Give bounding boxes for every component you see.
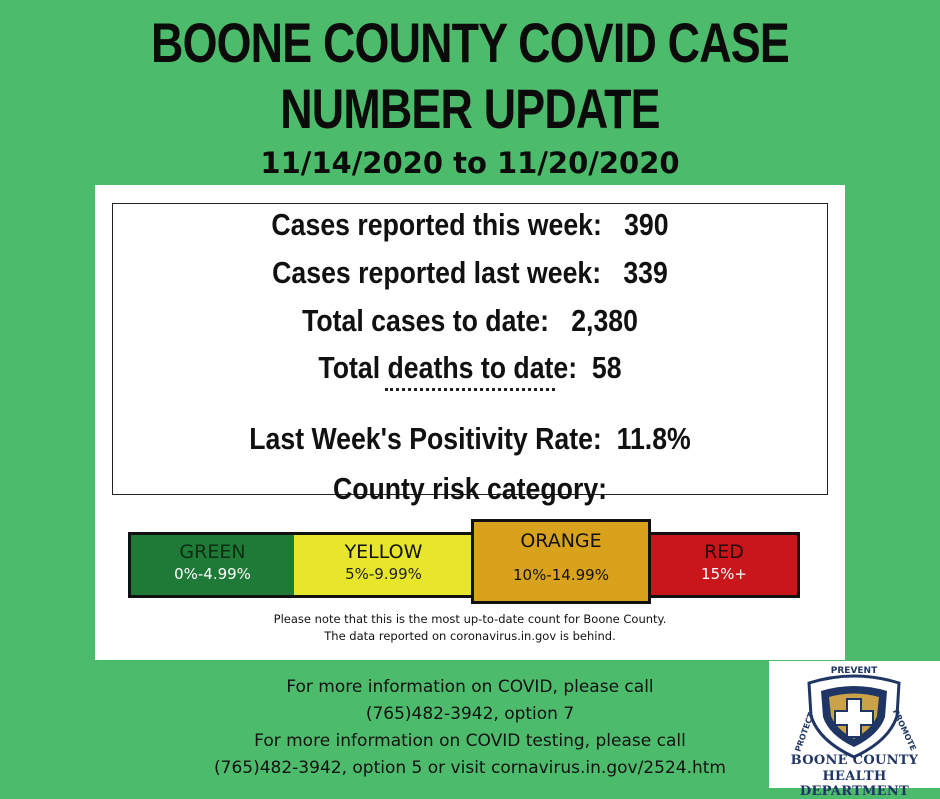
footer-line-1: For more information on COVID, please call — [286, 677, 654, 697]
logo-left-word: PROTECT — [793, 711, 816, 753]
risk-orange-selected — [471, 519, 651, 604]
logo-top-word: PREVENT — [830, 666, 878, 676]
logo-right-word: PROMOTE — [890, 707, 918, 753]
shield-cross-logo-icon — [769, 661, 940, 761]
cases-last-week: Cases reported last week: 339 — [272, 255, 668, 290]
logo-name-line-1: BOONE COUNTY — [790, 753, 919, 768]
title-line-2: NUMBER UPDATE — [280, 77, 660, 140]
note-line-2: The data reported on coronavirus.in.gov is behind. — [324, 629, 616, 643]
risk-orange-range: 10%-14.99% — [513, 566, 609, 584]
positivity-rate: Last Week's Positivity Rate: 11.8% — [249, 421, 691, 456]
footer-line-4: (765)482-3942, option 5 or visit cornavirus.in.gov/2524.htm — [214, 758, 726, 778]
footer-line-2: (765)482-3942, option 7 — [365, 704, 575, 724]
date-range: 11/14/2020 to 11/20/2020 — [260, 146, 680, 180]
risk-red-range: 15%+ — [701, 565, 747, 583]
total-deaths: Total deaths to date: 58 — [318, 350, 622, 385]
risk-yellow-name: YELLOW — [344, 541, 423, 563]
dotted-divider — [385, 388, 555, 391]
bchd-logo — [769, 661, 940, 799]
risk-yellow-range: 5%-9.99% — [345, 565, 422, 583]
note-line-1: Please note that this is the most up-to-date count for Boone County. — [273, 612, 667, 626]
risk-red-name: RED — [704, 541, 744, 563]
risk-red — [651, 535, 797, 595]
risk-category-label: County risk category: — [332, 471, 608, 506]
risk-orange-name: ORANGE — [520, 530, 602, 552]
total-cases: Total cases to date: 2,380 — [302, 303, 638, 338]
risk-yellow — [294, 535, 473, 595]
stats-panel — [95, 185, 845, 660]
risk-green — [131, 535, 294, 595]
footer-line-3: For more information on COVID testing, please call — [254, 731, 686, 751]
title-line-1: BOONE COUNTY COVID CASE — [151, 11, 789, 74]
risk-green-range: 0%-4.99% — [174, 565, 251, 583]
risk-green-name: GREEN — [179, 541, 246, 563]
logo-name-line-2: HEALTH DEPARTMENT — [799, 769, 910, 799]
risk-scale — [128, 532, 800, 598]
cases-this-week: Cases reported this week: 390 — [271, 207, 669, 242]
